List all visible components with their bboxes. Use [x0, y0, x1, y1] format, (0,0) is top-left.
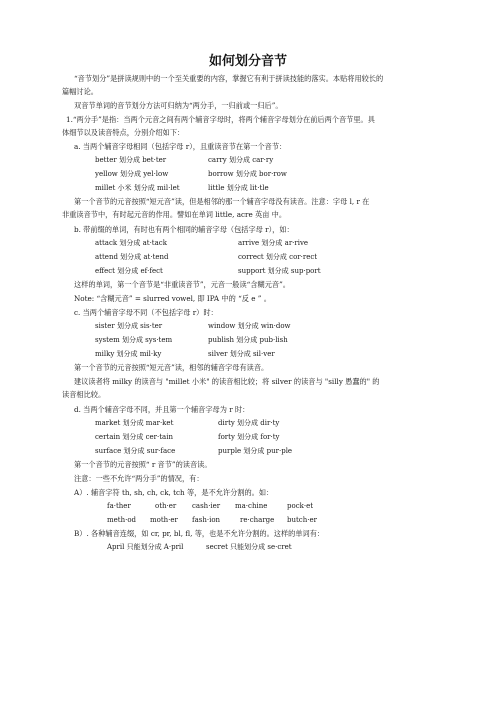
example-word: better 划分成 bet·ter: [95, 156, 167, 164]
section-a-heading: a. 当两个辅音字母相同（包括字母 r），且重读音节在第一个音节：: [74, 142, 287, 151]
example-word: secret 只能划分成 se·cret: [206, 543, 292, 551]
section-A-heading: A）. 辅音字符 th, sh, ch, ck, tch 等，是不允许分割的。如：: [74, 488, 274, 497]
section-d-note-2: 注意：一些不允许“两分手”的情况，有：: [74, 474, 204, 483]
section-b-note-2: Note: “含糊元音” = slurred vowel, 即 IPA 中的 “反 e ” 。: [74, 294, 271, 303]
example-word: attend 划分成 at·tend: [95, 253, 169, 261]
section-B-heading: B）. 各种辅音连缀，如 cr, pr, bl, fl, 等，也是不允许分割的。这样的单词有：: [74, 529, 325, 538]
section-b-note-1: 这样的单词，第一个音节是“非重读音节”，元音一般读“含糊元音”。: [74, 280, 290, 289]
example-word: window 划分成 win·dow: [208, 322, 291, 330]
example-word: dirty 划分成 dir·ty: [218, 419, 280, 427]
rule1-line-2: 体细节以及读音特点，分别介绍如下：: [62, 128, 185, 137]
example-word: surface 划分成 sur·face: [95, 447, 176, 455]
example-word: pock·et: [287, 502, 314, 510]
example-word: oth·er: [155, 502, 177, 510]
section-c-note-2a: 建议读者将 milky 的读音与 "millet 小米" 的读音相比较；将 silver 的读音与 "silly 愚蠢的" 的: [74, 377, 380, 386]
section-a-note-1: 第一个音节的元音按照“短元音”读，但是相邻的那一个辅音字母没有读音。注意：字母 l, r 在: [74, 197, 370, 206]
example-word: publish 划分成 pub·lish: [208, 336, 288, 344]
example-word: support 划分成 sup·port: [238, 267, 321, 275]
example-word: ma·chine: [235, 502, 268, 510]
section-c-heading: c. 当两个辅音字母不同（不包括字母 r）时：: [74, 308, 218, 317]
example-word: purple 划分成 pur·ple: [218, 447, 293, 455]
section-b-heading: b. 带前缀的单词，有时也有两个相同的辅音字母（包括字母 r），如：: [74, 225, 294, 234]
example-word: market 划分成 mar·ket: [95, 419, 174, 427]
example-word: little 划分成 lit·tle: [208, 184, 269, 192]
example-word: effect 划分成 ef·fect: [95, 267, 163, 275]
intro-line-2: 篇幅讨论。: [62, 87, 98, 96]
example-word: meth·od: [107, 516, 137, 524]
example-word: system 划分成 sys·tem: [95, 336, 173, 344]
example-word: forty 划分成 for·ty: [218, 433, 280, 441]
example-word: yellow 划分成 yel·low: [95, 170, 169, 178]
example-word: attack 划分成 at·tack: [95, 239, 167, 247]
example-word: re·charge: [240, 516, 275, 524]
example-word: borrow 划分成 bor·row: [208, 170, 287, 178]
rule1-line-1: 1.“两分手”是指：当两个元音之间有两个辅音字母时，将两个辅音字母划分在前后两个音节里。具: [66, 115, 375, 124]
example-word: arrive 划分成 ar·rive: [238, 239, 309, 247]
summary-paragraph: 双音节单词的音节划分方法可归纳为“两分手，一归前或一归后”。: [74, 101, 283, 110]
example-word: fa·ther: [107, 502, 131, 510]
example-word: certain 划分成 cer·tain: [95, 433, 173, 441]
intro-line-1: “音节划分”是拼读规则中的一个至关重要的内容，掌握它有利于拼读技能的落实。本贴将用较长的: [74, 74, 384, 83]
example-word: correct 划分成 cor·rect: [238, 253, 318, 261]
example-word: carry 划分成 car·ry: [208, 156, 274, 164]
section-d-note-1: 第一个音节的元音按照“ r 音节”的读音读。: [74, 460, 212, 469]
section-d-heading: d. 当两个辅音字母不同，并且第一个辅音字母为 r 时：: [74, 405, 250, 414]
section-a-note-2: 非重读音节中，有时起元音的作用。譬如在单词 little, acre 英亩 中。: [62, 210, 287, 219]
example-word: fash·ion: [192, 516, 221, 524]
section-c-note-1: 第一个音节的元音按照“短元音”读，相邻的辅音字母有读音。: [74, 363, 269, 372]
example-word: silver 划分成 sil·ver: [208, 350, 275, 358]
example-word: cash·ier: [192, 502, 221, 510]
page-title: 如何划分音节: [208, 54, 287, 69]
example-word: milky 划分成 mil·ky: [95, 350, 162, 358]
example-word: butch·er: [287, 516, 317, 524]
section-c-note-2b: 读音相比较。: [62, 390, 106, 399]
example-word: moth·er: [150, 516, 178, 524]
example-word: millet 小米 划分成 mil·let: [95, 184, 180, 192]
example-word: sister 划分成 sis·ter: [95, 322, 163, 330]
example-word: April 只能划分成 A·pril: [107, 543, 184, 551]
